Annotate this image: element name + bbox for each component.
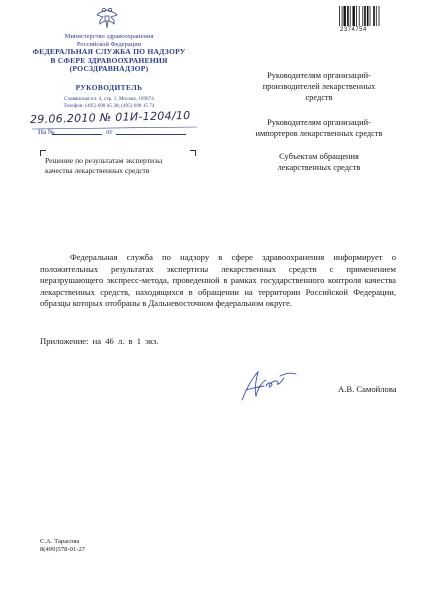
barcode	[338, 6, 394, 26]
recipient-manufacturers: Руководителям организаций- производителей лекарственных средств	[262, 71, 376, 102]
barcode-bar	[376, 6, 377, 26]
executor-info: С.А. Тарасова 8(499)578-01-27	[40, 538, 86, 553]
leader-title: РУКОВОДИТЕЛЬ	[75, 83, 143, 92]
reference-number-line	[52, 134, 102, 135]
reference-date-line	[116, 134, 186, 135]
barcode-bar	[367, 6, 369, 26]
agency-address: Славянская пл. 4, стр. 1, Москва, 109074 Телефон: (495) 698 45 38; (495) 698 15 74	[63, 96, 155, 109]
barcode-bar	[347, 6, 349, 26]
reference-date-label: от	[106, 128, 113, 136]
barcode-bar	[356, 6, 357, 26]
barcode-number: 2374754	[340, 27, 367, 33]
barcode-bar	[359, 6, 360, 26]
barcode-bar	[370, 6, 371, 26]
barcode-bar	[339, 6, 340, 26]
letter-subject: Решение по результатам экспертизы качества лекарственных средств	[45, 156, 163, 175]
reference-number-label: На №	[38, 128, 55, 136]
barcode-bar	[342, 6, 343, 26]
signer-name: А.В. Самойлова	[338, 384, 397, 394]
barcode-bar	[364, 6, 366, 26]
handwritten-signature	[232, 364, 302, 406]
barcode-bar	[379, 6, 380, 26]
attachment-note: Приложение: на 46 л. в 1 экз.	[40, 336, 159, 346]
registration-number-handwritten: 29.06.2010 № 01И-1204/10	[29, 108, 191, 127]
letter-body: Федеральная служба по надзору в сфере здравоохранения информирует о положительных результатах экспертизы лекарственных средств с применением неразрушающего экспресс-метода, проведенной в рамках государственного контроля качества лекарственных средств, находящихся в обращении на территории Российской Федерации, образцы которых отобраны в Дальневосточном федеральном округе.	[40, 252, 396, 309]
recipient-drug-circulation-subjects: Субъектам обращения лекарственных средств	[277, 152, 361, 172]
barcode-bar	[373, 6, 375, 26]
recipient-importers: Руководителям организаций- импортеров лекарственных средств	[255, 118, 383, 138]
agency-name: ФЕДЕРАЛЬНАЯ СЛУЖБА ПО НАДЗОРУ В СФЕРЕ ЗДРАВООХРАНЕНИЯ (РОСЗДРАВНАДЗОР)	[32, 47, 186, 74]
coat-of-arms-icon	[92, 6, 122, 32]
barcode-bar	[353, 6, 355, 26]
barcode-bar	[362, 6, 363, 26]
ministry-name: Министерство здравоохранения Российской Федерации	[64, 33, 154, 48]
barcode-bar	[350, 6, 351, 26]
barcode-bar	[344, 6, 346, 26]
